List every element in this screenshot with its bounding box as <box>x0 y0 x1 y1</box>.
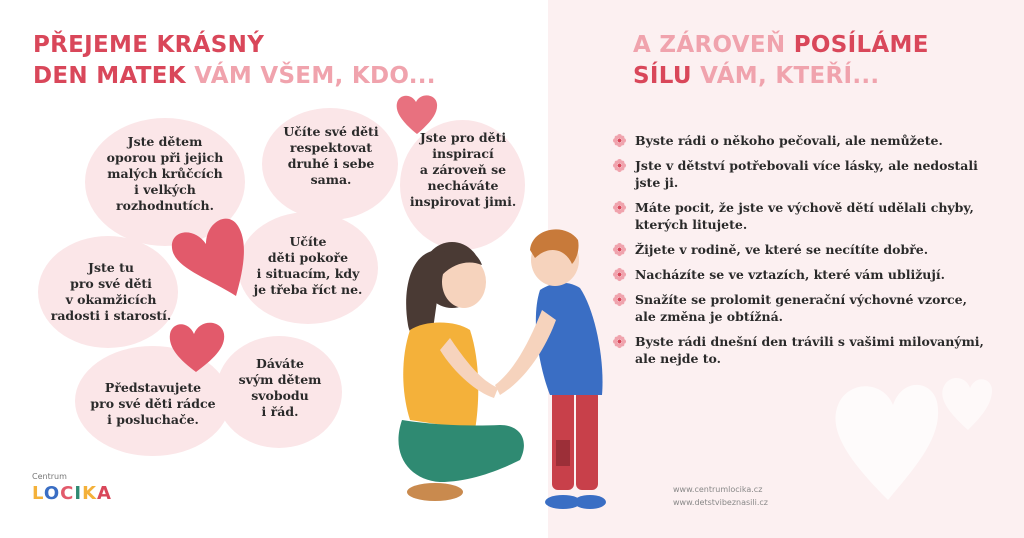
flower-bullet-icon <box>612 242 627 257</box>
right-heading-line1-light: A ZÁROVEŇ <box>633 32 786 58</box>
bubble-text-support: Jste dětem oporou při jejich malých krůčcích i velkých rozhodnutích. <box>106 134 224 213</box>
bubble-text-respect: Učíte své děti respektovat druhé i sebe sama. <box>283 124 379 187</box>
support-list <box>612 132 992 375</box>
list-item: Nacházíte se ve vztazích, které vám ubližují. <box>612 266 992 283</box>
logo-wordmark: LOCIKA <box>32 483 112 504</box>
website-links <box>673 483 768 509</box>
logo <box>32 472 112 504</box>
left-heading-line1: PŘEJEME KRÁSNÝ <box>33 32 265 58</box>
bubble-text-advisor: Představujete pro své děti rádce i posluchače. <box>90 380 216 427</box>
list-item: Byste rádi o někoho pečovali, ale nemůžete. <box>612 132 992 149</box>
list-item: Žijete v rodině, ve které se necítíte dobře. <box>612 241 992 258</box>
heart-icon <box>168 208 252 298</box>
flower-bullet-icon <box>612 334 627 349</box>
bubble-text-moments: Jste tu pro své děti v okamžicích radosti i starostí. <box>50 260 172 323</box>
url-centrumlocika[interactable]: www.centrumlocika.cz <box>673 485 763 494</box>
list-item: Byste rádi dnešní den trávili s vašimi milovanými, ale nejde to. <box>612 333 992 367</box>
list-item: Snažíte se prolomit generační výchovné vzorce, ale změna je obtížná. <box>612 291 992 325</box>
heart-icon <box>166 316 228 374</box>
right-heading-line2-dark: SÍLU <box>633 63 692 89</box>
right-heading-line2-light: VÁM, KTEŘÍ... <box>700 63 880 89</box>
right-heading-line1-dark: POSÍLÁME <box>793 32 929 58</box>
mother-child-illustration <box>380 220 620 520</box>
flower-bullet-icon <box>612 267 627 282</box>
flower-bullet-icon <box>612 158 627 173</box>
url-detstvibeznasili[interactable]: www.detstvibeznasili.cz <box>673 498 768 507</box>
flower-bullet-icon <box>612 200 627 215</box>
bubble-text-humility: Učíte děti pokoře i situacím, kdy je třeba říct ne. <box>253 234 363 297</box>
logo-small-text: Centrum <box>32 472 67 481</box>
flower-bullet-icon <box>612 292 627 307</box>
list-item: Máte pocit, že jste ve výchově dětí udělali chyby, kterých litujete. <box>612 199 992 233</box>
bubble-text-freedom: Dáváte svým dětem svobodu i řád. <box>238 356 322 419</box>
right-heading <box>633 30 929 92</box>
list-item: Jste v dětství potřebovali více lásky, ale nedostali jste ji. <box>612 157 992 191</box>
left-heading-line2-light: VÁM VŠEM, KDO... <box>194 63 436 89</box>
left-heading <box>33 30 436 92</box>
bubble-text-inspiration: Jste pro děti inspirací a zároveň se necháváte inspirovat jimi. <box>409 130 517 209</box>
left-heading-line2-dark: DEN MATEK <box>33 63 186 89</box>
flower-bullet-icon <box>612 133 627 148</box>
